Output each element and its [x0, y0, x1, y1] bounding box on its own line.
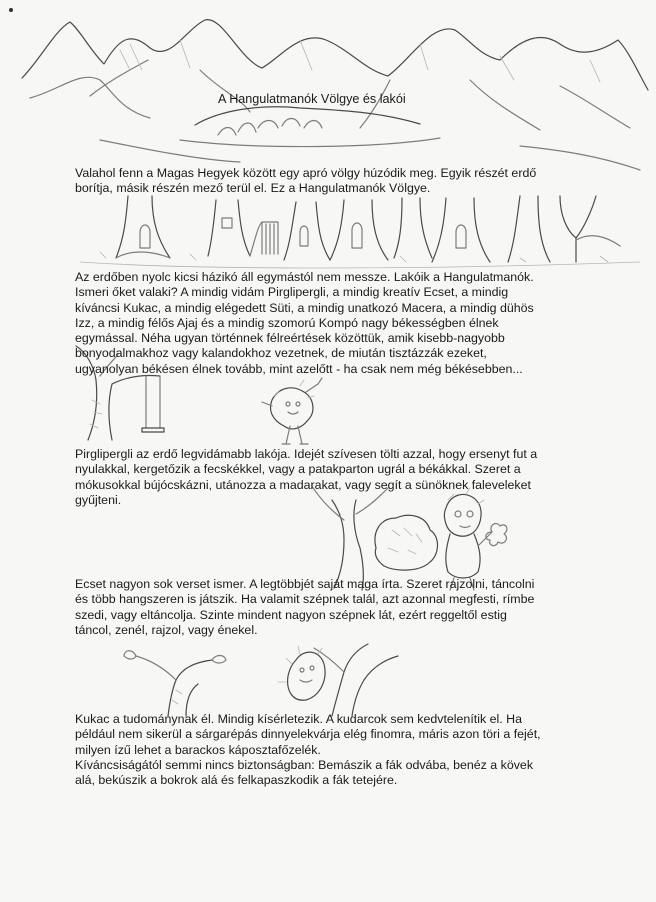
- paragraph-line: ugyanolyan békésen élnek tovább, mint azelőtt - ha csak nem még békésebben...: [75, 361, 523, 376]
- paragraph-line: gyűjteni.: [75, 492, 122, 507]
- paragraph-ecset: [75, 577, 534, 638]
- paragraph-line: Valahol fenn a Magas Hegyek között egy apró völgy húzódik meg. Egyik részét erdő: [75, 166, 537, 180]
- paragraph-intro: [75, 166, 536, 197]
- paragraph-line: Izz, a mindig félős Ajaj és a mindig szomorú Kompó nagy békességben élnek: [75, 315, 499, 330]
- paragraph-line: kíváncsi Kukac, a mindig elégedett Süti, a mindig unatkozó Macera, a mindig dühös: [75, 300, 534, 315]
- paragraph-line: szedi, vagy eltáncolja. Szinte mindent nagyon szépnek lát, ezért reggeltől estig: [75, 607, 507, 622]
- paragraph-line: például nem sikerül a sárgarépás dinnyelekvárja elég finomra, máris azon töri a fejét,: [75, 727, 541, 742]
- page-title: A Hangulatmanók Völgye és lakói: [218, 92, 406, 106]
- paragraph-line: és több hangszeren is játszik. Ha valamit szépnek talál, azt azonnal megfesti, rímbe: [75, 592, 535, 607]
- paragraph-line: Pirglipergli az erdő legvidámabb lakója. Idejét szívesen tölti azzal, hogy ersenyt fut a: [75, 447, 538, 461]
- tree-houses-sketch: [80, 196, 640, 268]
- paragraph-line: borítja, másik részén mező terül el. Ez a Hangulatmanók Völgye.: [75, 181, 431, 196]
- paragraph-line: Ismeri őket valaki? A mindig vidám Pirglipergli, a mindig kreatív Ecset, a mindig: [75, 285, 509, 300]
- kukac-sketch: [278, 644, 398, 716]
- paragraph-line: nyulakkal, kergetőzik a fecskékkel, vagy a patakparton ugrál a békákkal. Szeret a: [75, 462, 521, 477]
- pirglipergli-sketch: [262, 378, 322, 444]
- paragraph-line: Az erdőben nyolc kicsi házikó áll egymástól nem messze. Lakóik a Hangulatmanók.: [75, 270, 534, 284]
- paragraph-line: egymással. Néha ugyan történnek félreértések közöttük, amik kisebb-nagyobb: [75, 331, 505, 346]
- paragraph-line: bonyodalmakhoz vagy kalandokhoz vezetnek, de miután tisztázzák ezeket,: [75, 346, 487, 361]
- paragraph-pirglipergli: [75, 447, 537, 508]
- paragraph-line: mókusokkal bújócskázni, utánozza a madarakat, vagy segít a sünöknek faleveleket: [75, 477, 531, 492]
- paragraph-line: Kíváncsiságától semmi nincs biztonságban: Bemászik a fák odvába, benéz a kövek: [75, 757, 534, 772]
- paragraph-line: Kukac a tudománynak él. Mindig kísérletezik. A kudarcok sem kedvtelenítik el. Ha: [75, 712, 522, 726]
- scan-dot: [9, 8, 13, 12]
- paragraph-kukac: [75, 712, 541, 788]
- paragraph-line: milyen ízű lehet a barackos káposztafőzelék.: [75, 742, 321, 757]
- paragraph-line: Ecset nagyon sok verset ismer. A legtöbbjét saját maga írta. Szeret rajzolni, táncolni: [75, 577, 535, 591]
- paragraph-line: táncol, zenél, rajzol, vagy énekel.: [75, 622, 258, 637]
- branch-sketch: [124, 651, 226, 716]
- paragraph-forest: [75, 270, 534, 377]
- paragraph-line: alá, bekúszik a bokrok alá és felkapaszkodik a fák tetejére.: [75, 773, 398, 788]
